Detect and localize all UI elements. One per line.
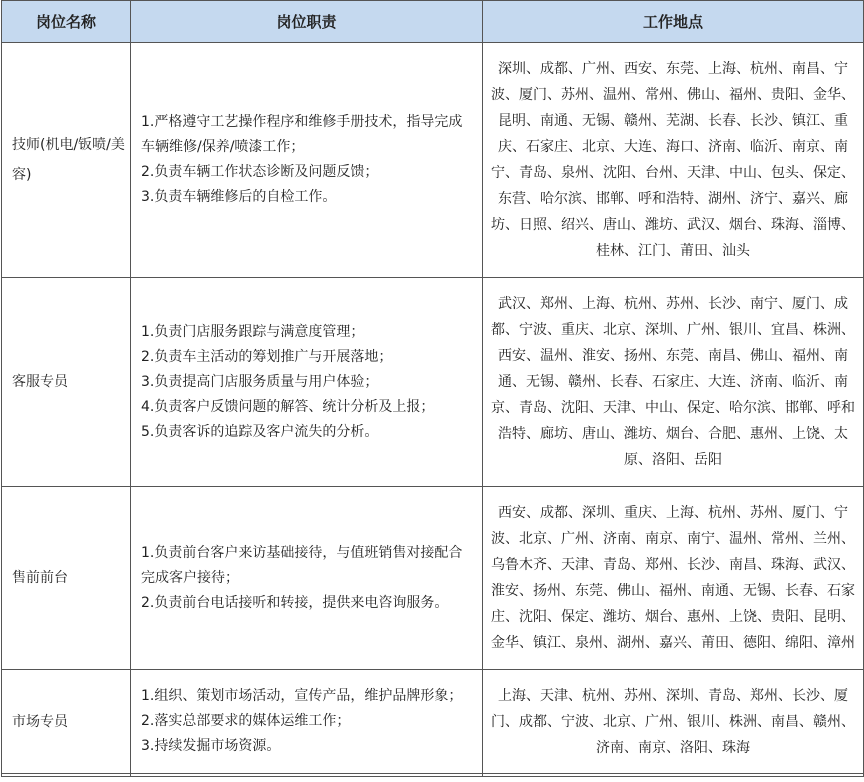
- locations-cell: 西安、成都、深圳、重庆、上海、杭州、苏州、厦门、宁波、北京、广州、济南、南京、南宁、温州、常州、兰州、乌鲁木齐、天津、青岛、郑州、长沙、南昌、珠海、武汉、淮安、扬州、东莞、佛山、福州、南通、无锡、长春、石家庄、沈阳、保定、潍坊、烟台、惠州、上饶、贵阳、昆明、金华、镇江、泉州、湖州、嘉兴、莆田、德阳、绵阳、漳州: [483, 487, 864, 670]
- locations-cell: 深圳、成都、广州、西安、东莞、上海、杭州、南昌、宁波、厦门、苏州、温州、常州、佛山、福州、贵阳、金华、昆明、南通、无锡、赣州、芜湖、长春、长沙、镇江、重庆、石家庄、北京、大连、海口、济南、临沂、南京、南宁、青岛、泉州、沈阳、台州、天津、中山、包头、保定、东营、哈尔滨、邯郸、呼和浩特、湖州、济宁、嘉兴、廊坊、日照、绍兴、唐山、潍坊、武汉、烟台、珠海、淄博、桂林、江门、莆田、汕头: [483, 43, 864, 278]
- position-name: 客服专员: [2, 278, 131, 487]
- duty-line: 3.持续发掘市场资源。: [141, 738, 281, 754]
- duty-line: 2.负责车主活动的筹划推广与开展落地；: [141, 348, 393, 365]
- empty-cell: [131, 774, 483, 777]
- locations-cell: 上海、天津、杭州、苏州、深圳、青岛、郑州、长沙、厦门、成都、宁波、北京、广州、银川、株洲、南昌、赣州、济南、南京、洛阳、珠海: [483, 670, 864, 774]
- duty-line: 1.负责门店服务跟踪与满意度管理；: [141, 323, 365, 340]
- duties-cell: [131, 43, 483, 278]
- position-name: 市场专员: [2, 670, 131, 774]
- table-row-technician: [2, 43, 864, 278]
- table-row-marketing: [2, 670, 864, 774]
- duties-cell: [131, 487, 483, 670]
- duties-cell: [131, 278, 483, 487]
- header-position-name: 岗位名称: [2, 1, 131, 43]
- duty-line: 2.负责车辆工作状态诊断及问题反馈；: [141, 164, 379, 180]
- duties-cell: [131, 670, 483, 774]
- duty-line: 1.负责前台客户来访基础接待，与值班销售对接配合完成客户接待；: [141, 544, 463, 586]
- duty-line: 5.负责客诉的追踪及客户流失的分析。: [141, 423, 379, 440]
- duty-line: 2.负责前台电话接听和转接，提供来电咨询服务。: [141, 594, 449, 611]
- empty-cell: [2, 774, 131, 777]
- table-continuation-row: [2, 774, 864, 777]
- position-name: 技师(机电/钣喷/美容): [2, 43, 131, 278]
- duty-line: 1.严格遵守工艺操作程序和维修手册技术，指导完成车辆维修/保养/喷漆工作；: [141, 114, 463, 155]
- duty-line: 1.组织、策划市场活动，宣传产品，维护品牌形象；: [141, 688, 463, 704]
- header-duties: 岗位职责: [131, 1, 483, 43]
- locations-cell: 武汉、郑州、上海、杭州、苏州、长沙、南宁、厦门、成都、宁波、重庆、北京、深圳、广州、银川、宜昌、株洲、西安、温州、淮安、扬州、东莞、南昌、佛山、福州、南通、无锡、赣州、长春、石家庄、大连、济南、临沂、南京、青岛、沈阳、天津、中山、保定、哈尔滨、邯郸、呼和浩特、廊坊、唐山、潍坊、烟台、合肥、惠州、上饶、太原、洛阳、岳阳: [483, 278, 864, 487]
- duty-line: 3.负责车辆维修后的自检工作。: [141, 189, 337, 205]
- header-row: [2, 1, 864, 43]
- duty-line: 3.负责提高门店服务质量与用户体验；: [141, 373, 379, 390]
- empty-cell: [483, 774, 864, 777]
- position-name: 售前前台: [2, 487, 131, 670]
- table-row-front-desk: [2, 487, 864, 670]
- jobs-table: [1, 0, 864, 777]
- header-locations: 工作地点: [483, 1, 864, 43]
- duty-line: 2.落实总部要求的媒体运维工作；: [141, 713, 351, 729]
- duty-line: 4.负责客户反馈问题的解答、统计分析及上报；: [141, 398, 435, 415]
- table-row-customer-service: [2, 278, 864, 487]
